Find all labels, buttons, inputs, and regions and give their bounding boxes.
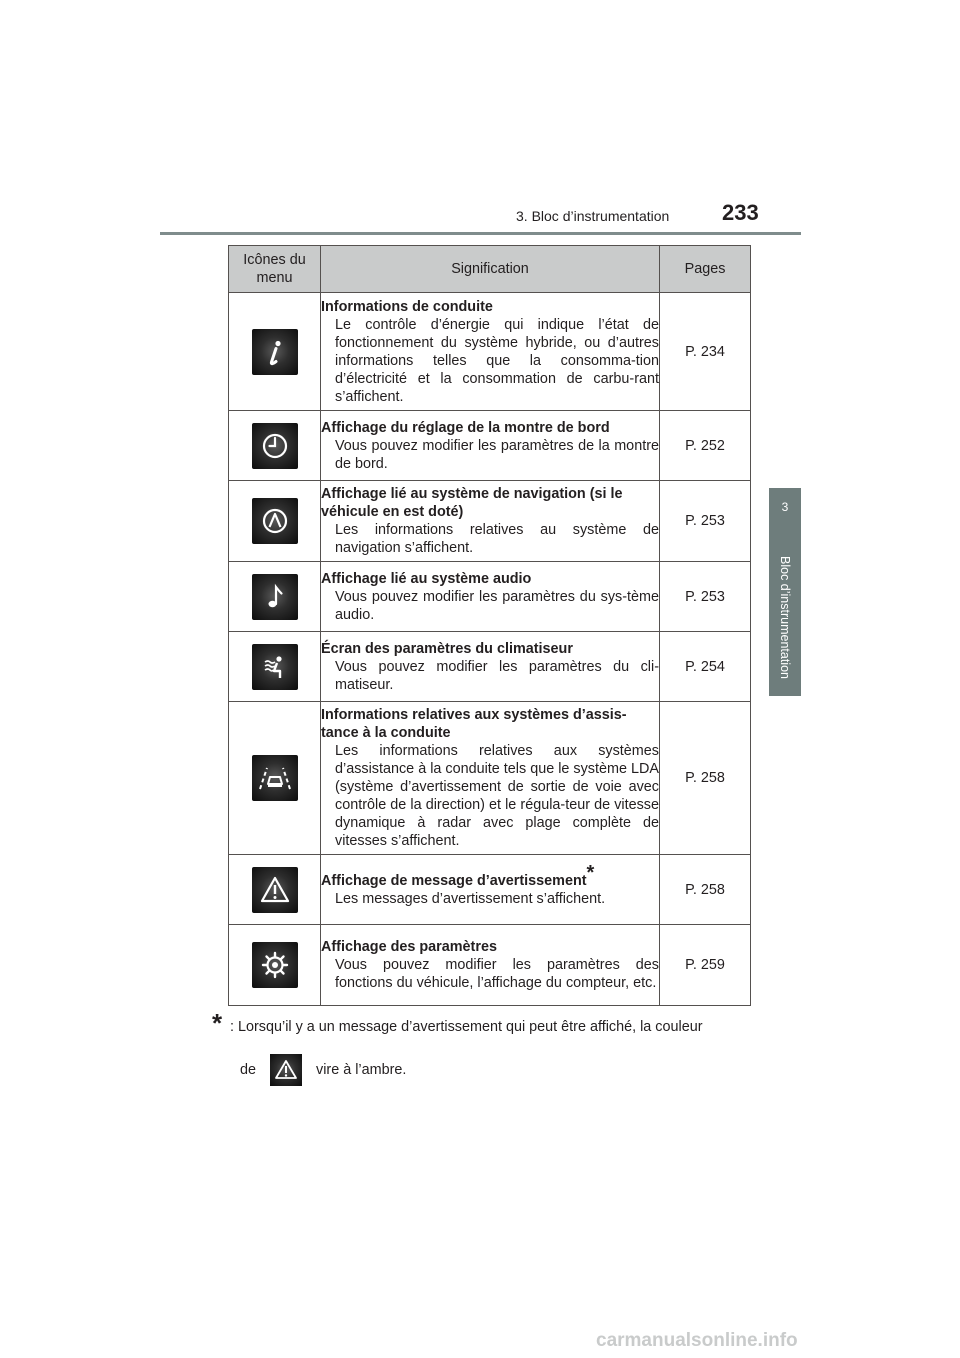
row-description: Vous pouvez modifier les paramètres de la montre de bord. (335, 437, 659, 472)
row-title: Affichage lié au système de navigation (si le véhicule en est doté) (321, 486, 623, 520)
page-reference: P. 258 (660, 855, 751, 925)
row-description: Le contrôle d’énergie qui indique l’état de fonctionnement du système hybride, ou d’autres informations telles que la consomma-tion d’électricité et la consommation de carbu-rant s’affichent. (335, 316, 659, 405)
table-row (229, 702, 751, 855)
info-icon (252, 329, 298, 375)
header-pages: Pages (660, 246, 751, 293)
row-description: Vous pouvez modifier les paramètres des fonctions du véhicule, l’affichage du compteur, etc. (335, 957, 659, 991)
warning-icon (270, 1054, 302, 1086)
footnote-text: : Lorsqu’il y a un message d’avertissement qui peut être affiché, la couleur (230, 1019, 703, 1035)
header-meaning: Signification (321, 246, 660, 293)
row-description: Les informations relatives au système de navigation s’affichent. (335, 522, 659, 556)
row-title: Affichage lié au système audio (321, 570, 532, 587)
page-number: 233 (722, 200, 759, 225)
table-row (229, 632, 751, 702)
row-title: Informations de conduite (321, 298, 493, 315)
table-row (229, 562, 751, 632)
page-reference: P. 252 (660, 411, 751, 481)
table-row (229, 411, 751, 481)
footnote-line2-end: vire à l’ambre. (316, 1061, 407, 1078)
navigation-icon (252, 498, 298, 544)
header-divider (160, 232, 801, 235)
page-reference: P. 259 (660, 925, 751, 1006)
page-reference: P. 254 (660, 632, 751, 702)
footnote-mark: * (586, 861, 595, 884)
chapter-title: 3. Bloc d’instrumentation (516, 208, 670, 224)
row-description: Les informations relatives aux systèmes d’assistance à la conduite tels que le système LDA (système d’avertissement de sortie de voie avec contrôle de la direction) et le régula-teur de vitesse dynamique à radar avec plage complète de vitesses s’affichent. (335, 743, 659, 849)
watermark: carmanualsonline.info (596, 1330, 798, 1351)
row-description: Vous pouvez modifier les paramètres du cli-matiseur. (335, 658, 659, 693)
page-reference: P. 234 (660, 293, 751, 411)
footnote-line2-start: de (240, 1061, 257, 1078)
row-title: Informations relatives aux systèmes d’assis-tance à la conduite (321, 707, 627, 741)
table-row (229, 925, 751, 1006)
page-reference: P. 253 (660, 481, 751, 562)
header-icons: Icônes du menu (229, 246, 321, 293)
table-row (229, 293, 751, 411)
settings-gear-icon (252, 942, 298, 988)
climate-icon (252, 644, 298, 690)
clock-icon (252, 423, 298, 469)
table-header-row (229, 246, 751, 293)
warning-icon (252, 867, 298, 913)
menu-icons-table (228, 245, 751, 1006)
row-title: Affichage des paramètres (321, 939, 497, 955)
table-row (229, 481, 751, 562)
page-reference: P. 258 (660, 702, 751, 855)
music-note-icon (252, 574, 298, 620)
side-tab-label: Bloc d’instrumentation (778, 556, 792, 679)
footnote-star: * (212, 1008, 223, 1038)
row-description: Vous pouvez modifier les paramètres du sys-tème audio. (335, 588, 659, 623)
row-title: Affichage du réglage de la montre de bord (321, 419, 610, 436)
page-reference: P. 253 (660, 562, 751, 632)
row-title: Affichage de message d’avertissement (321, 872, 587, 889)
row-description: Les messages d’avertissement s’affichent. (335, 890, 606, 907)
row-title: Écran des paramètres du climatiseur (321, 640, 573, 657)
driving-assist-icon (252, 755, 298, 801)
side-tab-number: 3 (781, 500, 789, 514)
table-row (229, 855, 751, 925)
